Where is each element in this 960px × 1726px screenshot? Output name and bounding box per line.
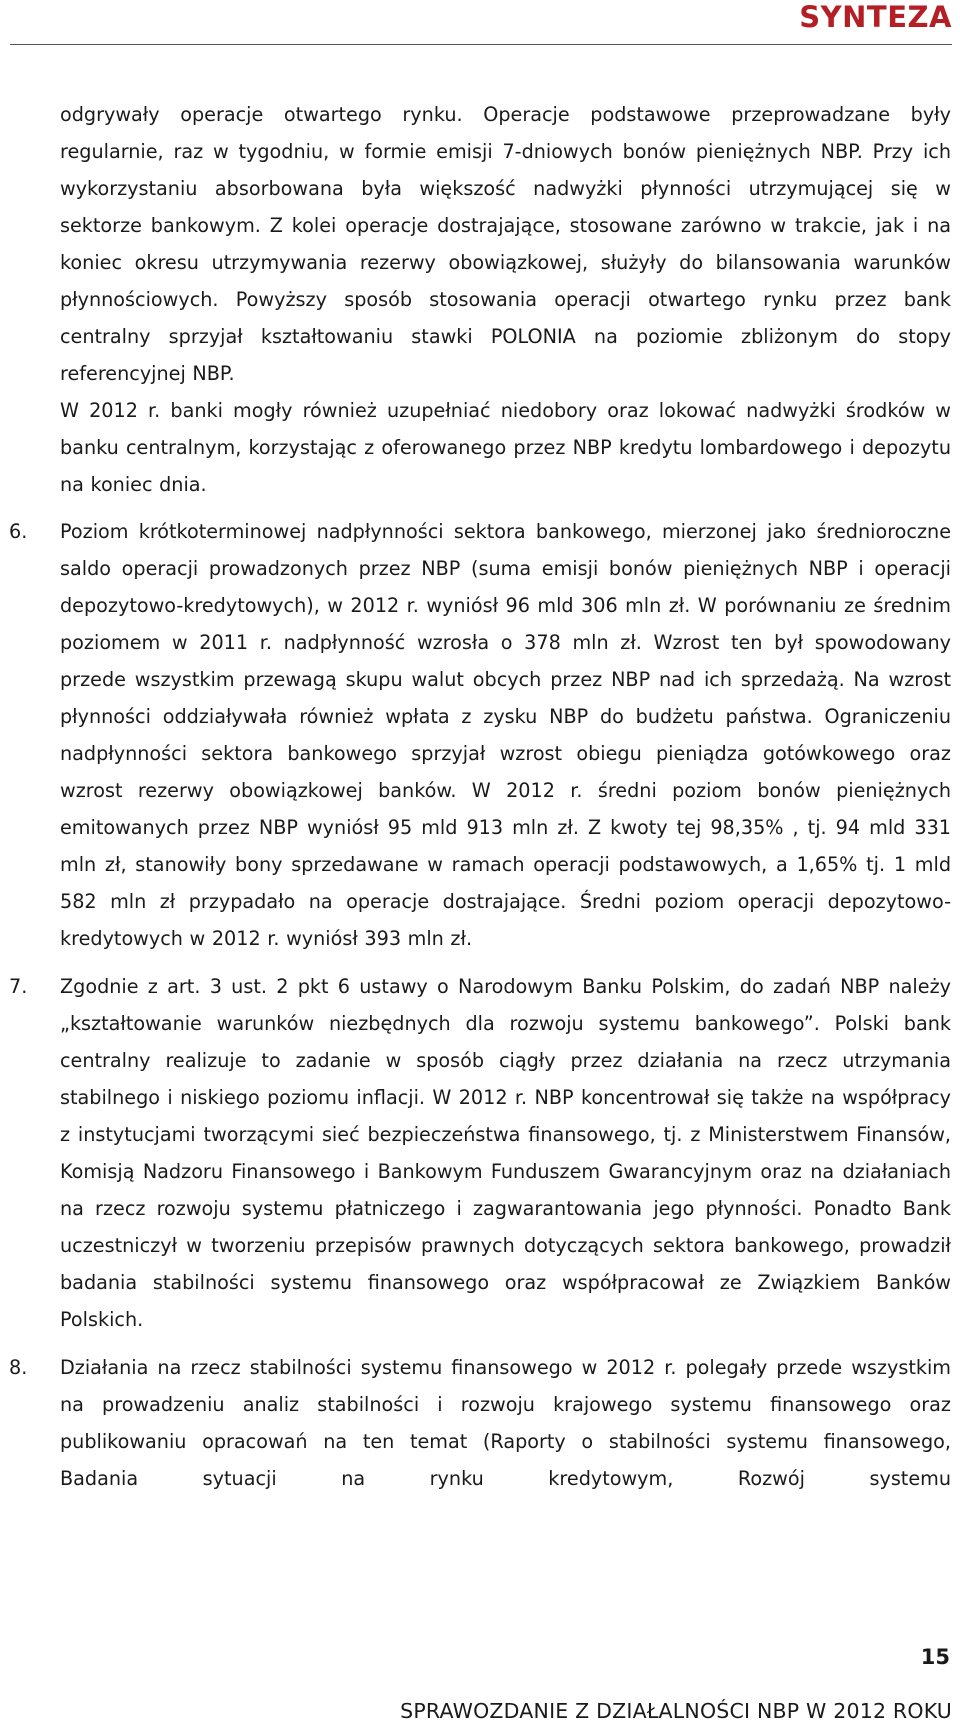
numbered-item: [9, 968, 951, 1338]
item-text: Zgodnie z art. 3 ust. 2 pkt 6 ustawy o Narodowym Banku Polskim, do zadań NBP należy „kształtowanie warunków niezbędnych dla rozwoju systemu bankowego”. Polski bank centralny realizuje to zadanie w sposób ciągły przez działania na rzecz utrzymania stabilnego i niskiego poziomu inflacji. W 2012 r. NBP koncentrował się także na współpracy z instytucjami tworzącymi sieć bezpieczeństwa finansowego, tj. z Ministerstwem Finansów, Komisją Nadzoru Finansowego i Bankowym Funduszem Gwarancyjnym oraz na działaniach na rzecz rozwoju systemu płatniczego i zagwarantowania jego płynności. Ponadto Bank uczestniczył w tworzeniu przepisów prawnych dotyczących sektora bankowego, prowadził badania stabilności systemu finansowego oraz współpracował ze Związkiem Banków Polskich.: [60, 975, 951, 1331]
report-title-footer: SPRAWOZDANIE Z DZIAŁALNOŚCI NBP W 2012 ROKU: [400, 1699, 952, 1723]
continuation-paragraph: W 2012 r. banki mogły również uzupełniać niedobory oraz lokować nadwyżki środków w banku centralnym, korzystając z oferowanego przez NBP kredytu lombardowego i depozytu na koniec dnia.: [60, 399, 951, 496]
section-title: SYNTEZA: [799, 0, 952, 34]
item-number: 7.: [9, 975, 28, 998]
item-text: Działania na rzecz stabilności systemu finansowego w 2012 r. polegały przede wszystkim na prowadzeniu analiz stabilności i rozwoju krajowego systemu finansowego oraz publikowaniu opracowań na ten temat (Raporty o stabilności systemu finansowego, Badania sytuacji na rynku kredytowym, Rozwój systemu: [60, 1356, 951, 1490]
item-number: 6.: [9, 520, 28, 543]
header-divider: [10, 44, 952, 45]
numbered-item: [9, 513, 951, 957]
continuation-paragraph: odgrywały operacje otwartego rynku. Operacje podstawowe przeprowadzane były regularnie, raz w tygodniu, w formie emisji 7-dniowych bonów pieniężnych NBP. Przy ich wykorzystaniu absorbowana była większość nadwyżki płynności utrzymującej się w sektorze bankowym. Z kolei operacje dostrajające, stosowane zarówno w trakcie, jak i na koniec okresu utrzymywania rezerwy obowiązkowej, służyły do bilansowania warunków płynnościowych. Powyższy sposób stosowania operacji otwartego rynku przez bank centralny sprzyjał kształtowaniu stawki POLONIA na poziomie zbliżonym do stopy referencyjnej NBP.: [60, 103, 951, 385]
numbered-item: [9, 1349, 951, 1497]
item-text: Poziom krótkoterminowej nadpłynności sektora bankowego, mierzonej jako średnioroczne saldo operacji prowadzonych przez NBP (suma emisji bonów pieniężnych NBP i operacji depozytowo-kredytowych), w 2012 r. wyniósł 96 mld 306 mln zł. W porównaniu ze średnim poziomem w 2011 r. nadpłynność wzrosła o 378 mln zł. Wzrost ten był spowodowany przede wszystkim przewagą skupu walut obcych przez NBP nad ich sprzedażą. Na wzrost płynności oddziaływała również wpłata z zysku NBP do budżetu państwa. Ograniczeniu nadpłynności sektora bankowego sprzyjał wzrost obiegu pieniądza gotówkowego oraz wzrost rezerwy obowiązkowej banków. W 2012 r. średni poziom bonów pieniężnych emitowanych przez NBP wyniósł 95 mld 913 mln zł. Z kwoty tej 98,35% , tj. 94 mld 331 mln zł, stanowiły bony sprzedawane w ramach operacji podstawowych, a 1,65% tj. 1 mld 582 mln zł przypadało na operacje dostrajające. Średni poziom operacji depozytowo-kredytowych w 2012 r. wyniósł 393 mln zł.: [60, 520, 951, 950]
item-number: 8.: [9, 1356, 28, 1379]
page-body: [9, 96, 951, 1497]
page-number: 15: [920, 1645, 950, 1669]
